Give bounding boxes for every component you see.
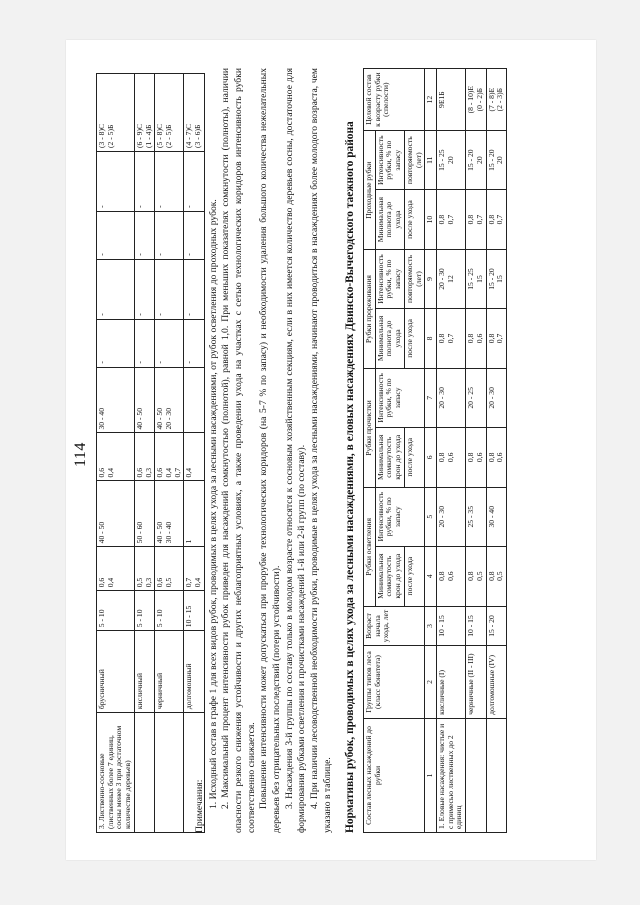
table-cell: 0,8 0,6	[466, 308, 486, 368]
note-item: 3. Насаждения 3-й группы по составу только в молодом возрасте относятся к сосновым хозяйственным секциям, если в них имеется количество деревьев сосны, достаточное для формирования рубками осветления и прочистками насаждений 1-й или 2-й групп (по составу).	[283, 68, 308, 833]
table-cell: -	[184, 211, 204, 259]
table-cell: 15 - 25 15	[466, 250, 486, 309]
document-page	[66, 40, 596, 860]
header-after: после ухода	[404, 308, 424, 368]
header-after: после ухода	[404, 546, 424, 606]
table-cell: 0,6 0,3	[134, 433, 154, 481]
table-cell	[155, 713, 184, 833]
table-cell: 5 - 10	[155, 591, 184, 631]
header-forest-type: Группы типов леса (класс бонитета)	[364, 646, 425, 719]
table-cell: (8 - 10)Е (0 - 2)Б	[466, 69, 486, 131]
table-cell: -	[134, 211, 154, 259]
table-cell: 40 - 50	[97, 481, 135, 547]
column-number: 6	[425, 427, 437, 487]
table-cell: 0,8 0,5	[466, 546, 486, 606]
table-cell: 15 - 20 20	[466, 131, 486, 190]
table-row	[97, 74, 135, 833]
table-cell: кисличные (I)	[437, 646, 466, 719]
table-cell: 15 - 20 20	[486, 131, 506, 190]
column-number: 3	[425, 606, 437, 645]
header-thinning: Рубки прореживания	[364, 250, 376, 369]
header-composition: Состав лесных насаждений до рубки	[364, 718, 425, 832]
table-cell: 40 - 50 30 - 40	[155, 481, 184, 547]
table-cell: 0,7 0,4	[184, 547, 204, 591]
table-cell: 0,6 0,4 0,7	[155, 433, 184, 481]
table-cell: 50 - 60	[134, 481, 154, 547]
table-cell: кисличный	[134, 631, 154, 713]
table-cell: 5 - 10	[134, 591, 154, 631]
table-cell: 0,8 0,6	[437, 427, 466, 487]
notes-section	[194, 68, 334, 833]
table-cell: 0,8 0,7	[437, 308, 466, 368]
table-row	[486, 69, 506, 833]
header-clearing: Рубки осветления	[364, 487, 376, 606]
column-number: 9	[425, 250, 437, 309]
table-cell: 10 - 15	[466, 606, 486, 645]
table-cell: 1. Еловые насаждения: чистые и с примесью лиственных до 2 единиц	[437, 718, 466, 832]
table-cell: 30 - 40	[97, 367, 135, 433]
column-number: 10	[425, 190, 437, 250]
table-title: Нормативы рубок, проводимых в целях ухода за лесными насаждениями, в еловых насаждениях Двинско-Вычегодского таежного района	[344, 121, 356, 833]
column-number: 4	[425, 546, 437, 606]
table-row	[155, 74, 184, 833]
table-cell: 40 - 50 20 - 30	[155, 367, 184, 433]
table-cell: (6 - 9)С (1 - 4)Б	[134, 74, 154, 152]
table-cell: -	[97, 319, 135, 367]
table-cell: 0,6 0,5	[155, 547, 184, 591]
table-cell: (7 - 8)Е (2 - 3)Б	[486, 69, 506, 131]
table-cell: -	[134, 259, 154, 319]
table-cell: 20 - 30	[437, 369, 466, 428]
table-cell: 15 - 20 15	[486, 250, 506, 309]
table-cell: -	[134, 151, 154, 211]
table-cell: 9Е1Б	[437, 69, 466, 131]
table-cell: 20 - 30	[437, 487, 466, 546]
table-cell: 3. Лиственно-сосновые (лиственных более 7 единиц, сосны менее 3 при достаточном количестве деревьев)	[97, 713, 135, 833]
table-cell: -	[97, 259, 135, 319]
column-number: 12	[425, 69, 437, 131]
table-cell: черничные (II - III)	[466, 646, 486, 719]
header-min-fullness: Минимальная полнота до ухода	[375, 190, 404, 250]
table-cell: (4 - 7)С (3 - 6)Б	[184, 74, 204, 152]
note-item: Повышение интенсивности может допускаться при прорубке технологических коридоров (на 5-7 % по запасу) и необходимости удаления большого количества нежелательных деревьев без отрицательных последствий (потери устойчивости).	[258, 68, 282, 833]
table-cell: -	[184, 319, 204, 367]
column-number: 8	[425, 308, 437, 368]
header-start-age: Возраст начала ухода, лет	[364, 606, 425, 645]
header-after: после ухода	[404, 427, 424, 487]
column-number: 2	[425, 646, 437, 719]
table-row	[134, 74, 154, 833]
header-cleaning: Рубки прочистки	[364, 369, 376, 488]
table-cell: -	[184, 151, 204, 211]
table-cell: (3 - 8)С (2 - 5)Б	[97, 74, 135, 152]
table-cell: 20 - 25	[466, 369, 486, 428]
table-cell: долгомошный	[184, 631, 204, 713]
table-cell: долгомошные (IV)	[486, 646, 506, 719]
table-cell: 10 - 15	[437, 606, 466, 645]
table-row	[437, 69, 466, 833]
table-cell: 40 - 50	[134, 367, 154, 433]
table-cell: 10 - 15	[184, 591, 204, 631]
table-cell: 20 - 30	[486, 369, 506, 428]
notes-heading: Примечания:	[194, 779, 205, 833]
table-cell: -	[155, 211, 184, 259]
table-cell: -	[155, 319, 184, 367]
header-intensity: Интенсивность рубки, % по запасу	[375, 369, 425, 428]
table-cell: -	[97, 211, 135, 259]
header-min-density: Минимальная сомкнутость крон до ухода	[375, 546, 404, 606]
note-item: 2. Максимальный процент интенсивности рубок приведен для насаждений сомкнутостью (полнотой), равной 1,0. При меньших показателях сомкнутости (полноты), наличии опасности резкого снижения устойчивости и других неблагоприятных условиях, а также проведении ухода на участках с сетью технологических коридоров интенсивность рубки соответственно снижается.	[220, 68, 257, 833]
table-cell: черничный	[155, 631, 184, 713]
header-intensity: Интенсивность рубки, % по запасу	[375, 487, 425, 546]
table-cell: 0,8 0,5	[486, 546, 506, 606]
header-intensity: Интенсивность рубки, % по запасу	[375, 250, 404, 309]
table-cell: 0,8 0,6	[486, 427, 506, 487]
table-cell: 0,8 0,7	[486, 190, 506, 250]
header-intensity: Интенсивность рубки, % по запасу	[375, 131, 404, 190]
table-cell: 5 - 10	[97, 591, 135, 631]
page-number: 114	[72, 442, 89, 467]
table-cell	[134, 713, 154, 833]
table-cell: -	[97, 151, 135, 211]
table-cell: 1	[184, 481, 204, 547]
table-cell: 25 - 35	[466, 487, 486, 546]
table-cell: 30 - 40	[486, 487, 506, 546]
table-cell: 0,8 0,7	[437, 190, 466, 250]
table-cell: брусничный	[97, 631, 135, 713]
column-number: 5	[425, 487, 437, 546]
table-cell: 0,6 0,4	[97, 433, 135, 481]
table-cell: -	[184, 259, 204, 319]
column-number: 11	[425, 131, 437, 190]
header-min-density: Минимальная сомкнутость крон до ухода	[375, 427, 404, 487]
table-cell: 15 - 25 20	[437, 131, 466, 190]
header-target: Целевой состав к возрасту рубки (спелости)	[364, 69, 425, 131]
rotated-content	[66, 55, 596, 855]
note-item: 4. При наличии лесоводственной необходимости рубки, проводимые в целях ухода за лесными насаждениями, начинают проводиться в насаждениях более молодого возраста, чем указано в таблице.	[308, 68, 333, 833]
table-cell: -	[155, 151, 184, 211]
column-number: 7	[425, 369, 437, 428]
table-cell: 20 - 30 12	[437, 250, 466, 309]
table-cell: 0,6 0,4	[97, 547, 135, 591]
header-passing: Проходные рубки	[364, 131, 376, 250]
table-cell	[486, 718, 506, 832]
table-cell: 0,4	[184, 433, 204, 481]
note-item: 1. Исходный состав в графе 1 для всех видов рубок, проводимых в целях ухода за лесными насаждениями, от рубок осветления до проходных рубок.	[207, 199, 219, 809]
table-cell: 0,5 0,3	[134, 547, 154, 591]
table-cell: 0,8 0,7	[466, 190, 486, 250]
table-cell: 0,8 0,6	[466, 427, 486, 487]
spruce-norms-table	[363, 68, 507, 833]
table-row	[466, 69, 486, 833]
table-cell	[466, 718, 486, 832]
table-cell: 0,8 0,6	[437, 546, 466, 606]
table-cell: -	[134, 319, 154, 367]
table-cell: (5 - 8)С (2 - 5)Б	[155, 74, 184, 152]
column-number: 1	[425, 718, 437, 832]
header-repeat: повторяемость (лет)	[404, 250, 424, 309]
table-cell: -	[155, 259, 184, 319]
header-min-fullness: Минимальная полнота до ухода	[375, 308, 404, 368]
table-cell: 0,8 0,7	[486, 308, 506, 368]
continued-table	[96, 73, 205, 833]
header-after: после ухода	[404, 190, 424, 250]
table-cell: 15 - 20	[486, 606, 506, 645]
header-repeat: повторяемость (лет)	[404, 131, 424, 190]
